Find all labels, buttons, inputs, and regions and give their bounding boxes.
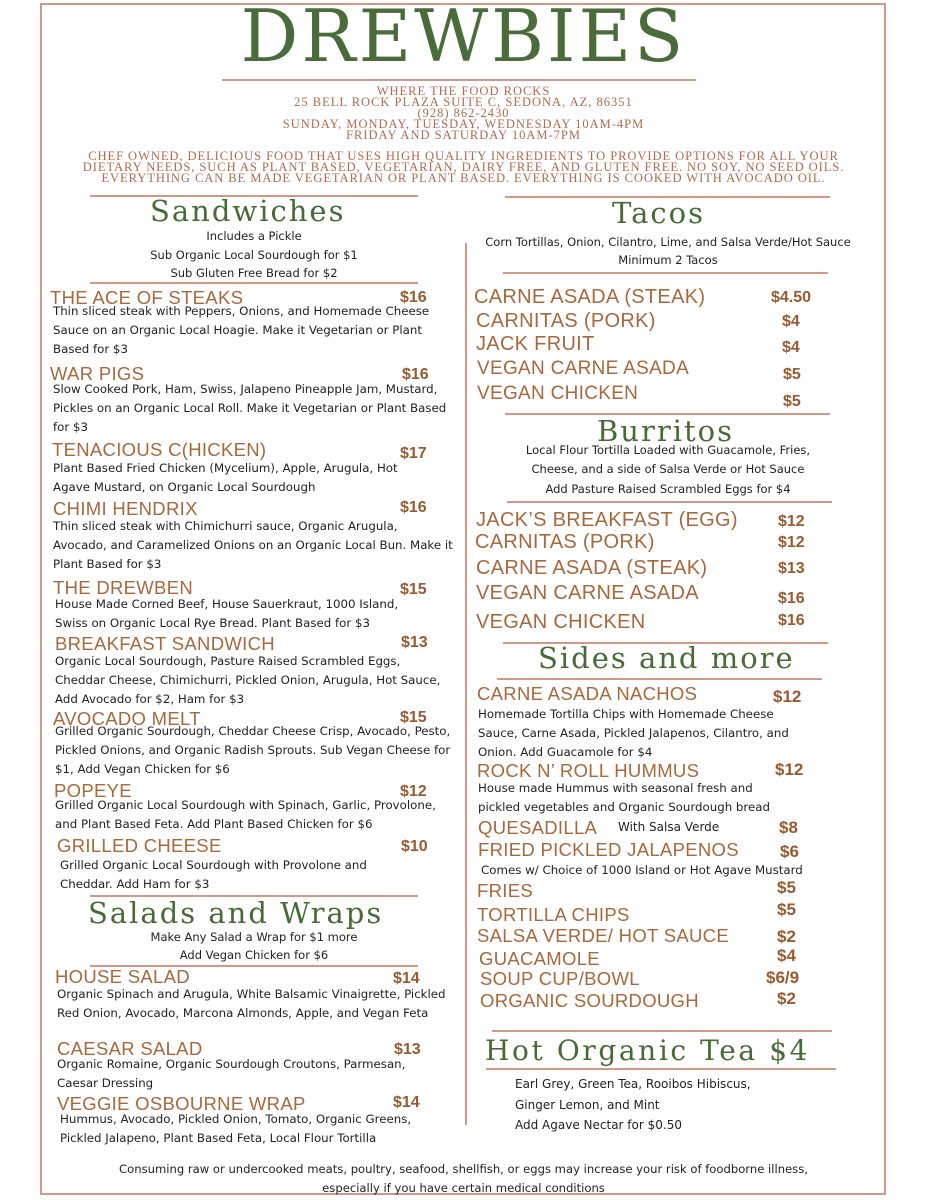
taco-price: $4.50	[771, 289, 812, 306]
menu-item-description: Plant Based Fried Chicken (Mycelium), Apple, Arugula, Hot Agave Mustard, on Organic Local Sourdough	[53, 461, 398, 494]
intro-line-3: EVERYTHING CAN BE MADE VEGETARIAN OR PLANT BASED. EVERYTHING IS COOKED WITH AVOCADO OIL.	[101, 171, 826, 185]
menu-item-price: $16	[402, 366, 429, 383]
menu-item-description: Organic Romaine, Organic Sourdough Croutons, Parmesan, Caesar Dressing	[57, 1057, 406, 1090]
burrito-price: $12	[778, 534, 805, 551]
menu-item-name: CAESAR SALAD	[57, 1038, 203, 1059]
side-name: QUESADILLA	[478, 817, 598, 838]
menu-item-description: Thin sliced steak with Chimichurri sauce, Organic Arugula, Avocado, and Caramelized Onions on an Organic Local Bun. Make it Plant Based for $3	[53, 519, 453, 571]
side-name: ROCK N’ ROLL HUMMUS	[477, 760, 700, 781]
burritos-bottom-rule	[507, 501, 832, 503]
food-safety-disclaimer: Consuming raw or undercooked meats, poultry, seafood, shellfish, or eggs may increase your risk of foodborne illness,	[119, 1162, 808, 1176]
menu-item-name: VEGGIE OSBOURNE WRAP	[57, 1093, 306, 1114]
menu-item-name: THE DREWBEN	[53, 577, 193, 598]
menu-item-price: $10	[401, 838, 428, 855]
side-price: $6	[780, 842, 799, 861]
tea-line: Ginger Lemon, and Mint	[515, 1098, 660, 1112]
menu-item-price: $17	[400, 445, 427, 462]
side-name: FRIED PICKLED JALAPENOS	[478, 839, 739, 860]
hours-weekend: FRIDAY AND SATURDAY 10AM-7PM	[346, 128, 581, 142]
side-price: $12	[773, 687, 802, 706]
burrito-name: VEGAN CARNE ASADA	[476, 582, 699, 604]
side-price: $12	[775, 760, 804, 779]
menu-item-name: THE ACE OF STEAKS	[50, 287, 244, 308]
tacos-note: Corn Tortillas, Onion, Cilantro, Lime, and Salsa Verde/Hot Sauce	[485, 235, 851, 249]
taco-name: CARNE ASADA (STEAK)	[474, 286, 706, 308]
intro-line-1: CHEF OWNED, DELICIOUS FOOD THAT USES HIGH QUALITY INGREDIENTS TO PROVIDE OPTIONS FOR ALL YOUR	[88, 149, 839, 163]
burrito-price: $12	[778, 513, 805, 530]
taco-price: $4	[782, 339, 800, 356]
side-name: FRIES	[477, 880, 533, 901]
menu-item-name: AVOCADO MELT	[53, 708, 201, 729]
tagline: WHERE THE FOOD ROCKS	[376, 84, 551, 98]
sandwiches-note: Sub Organic Local Sourdough for $1	[150, 248, 358, 262]
burritos-note: Cheese, and a side of Salsa Verde or Hot Sauce	[531, 462, 805, 476]
sandwiches-note: Sub Gluten Free Bread for $2	[170, 266, 338, 280]
taco-price: $4	[782, 313, 800, 330]
burrito-name: CARNE ASADA (STEAK)	[476, 557, 708, 579]
menu-item-name: POPEYE	[54, 780, 132, 801]
menu-item-description: Grilled Organic Sourdough, Cheddar Cheese Crisp, Avocado, Pesto, Pickled Onions, and Organic Radish Sprouts. Sub Vegan Cheese for $1, Add Vegan Chicken for $6	[55, 724, 451, 776]
menu-item-name: WAR PIGS	[50, 363, 145, 384]
menu-item-price: $16	[400, 499, 427, 516]
menu-item-price: $14	[393, 970, 420, 987]
hours-weekday: SUNDAY, MONDAY, TUESDAY, WEDNESDAY 10AM-4PM	[282, 117, 645, 131]
burrito-name: CARNITAS (PORK)	[475, 531, 655, 553]
sides-bottom-rule	[497, 678, 822, 680]
menu-item-name: GRILLED CHEESE	[57, 835, 222, 856]
menu-item-description: Organic Local Sourdough, Pasture Raised Scrambled Eggs, Cheddar Cheese, Chimichurri, Pickled Onion, Arugula, Hot Sauce, Add Avocado for $2, Ham for $3	[55, 654, 441, 706]
restaurant-name: DREWBIES	[240, 0, 687, 78]
menu-item-price: $12	[400, 783, 427, 800]
side-description: Comes w/ Choice of 1000 Island or Hot Agave Mustard	[481, 863, 803, 877]
menu-item-price: $15	[400, 581, 427, 598]
tea-bottom-rule	[486, 1068, 836, 1070]
sandwiches-title: Sandwiches	[150, 194, 346, 228]
burrito-price: $13	[778, 560, 805, 577]
title-underline	[222, 79, 696, 81]
food-safety-disclaimer: especially if you have certain medical conditions	[322, 1181, 605, 1195]
address: 25 BELL ROCK PLAZA SUITE C, SEDONA, AZ, 86351	[294, 95, 633, 109]
side-inline-note: With Salsa Verde	[618, 820, 720, 834]
side-price: $5	[777, 900, 796, 919]
side-price: $4	[777, 946, 796, 965]
sandwiches-bottom-rule	[90, 282, 418, 284]
menu-item-name: HOUSE SALAD	[55, 966, 190, 987]
menu-item-name: BREAKFAST SANDWICH	[55, 633, 275, 654]
side-price: $2	[777, 927, 796, 946]
menu-item-description: Grilled Organic Local Sourdough with Spinach, Garlic, Provolone, and Plant Based Feta. Add Plant Based Chicken for $6	[55, 798, 436, 831]
taco-name: VEGAN CHICKEN	[477, 383, 639, 404]
tea-line: Earl Grey, Green Tea, Rooibos Hibiscus,	[515, 1077, 751, 1091]
side-name: SOUP CUP/BOWL	[480, 968, 640, 989]
menu-item-description: Grilled Organic Local Sourdough with Provolone and Cheddar. Add Ham for $3	[60, 858, 367, 891]
sandwiches-note: Includes a Pickle	[206, 229, 302, 243]
burrito-name: JACK’S BREAKFAST (EGG)	[476, 509, 738, 531]
taco-name: VEGAN CARNE ASADA	[477, 358, 690, 379]
burrito-name: VEGAN CHICKEN	[476, 611, 646, 633]
burritos-note: Local Flour Tortilla Loaded with Guacamole, Fries,	[525, 443, 811, 457]
tea-line: Add Agave Nectar for $0.50	[515, 1118, 682, 1132]
side-description: Homemade Tortilla Chips with Homemade Cheese Sauce, Carne Asada, Pickled Jalapenos, Cilantro, and Onion. Add Guacamole for $4	[478, 707, 789, 759]
side-name: TORTILLA CHIPS	[477, 904, 630, 925]
side-name: ORGANIC SOURDOUGH	[480, 990, 699, 1011]
side-description: House made Hummus with seasonal fresh and pickled vegetables and Organic Sourdough bread	[478, 781, 770, 814]
burritos-title: Burritos	[597, 414, 734, 448]
side-name: SALSA VERDE/ HOT SAUCE	[477, 925, 729, 946]
tea-top-rule	[492, 1030, 832, 1032]
side-price: $6/9	[766, 968, 800, 987]
burrito-price: $16	[778, 590, 805, 607]
menu-item-description: Slow Cooked Pork, Ham, Swiss, Jalapeno Pineapple Jam, Mustard, Pickles on an Organic Local Roll. Make it Vegetarian or Plant Based for $3	[53, 382, 447, 434]
tea-title: Hot Organic Tea $4	[485, 1034, 811, 1067]
tacos-title: Tacos	[612, 196, 705, 230]
side-name: GUACAMOLE	[479, 948, 600, 969]
menu-item-name: CHIMI HENDRIX	[53, 498, 198, 519]
menu-item-price: $16	[400, 289, 427, 306]
menu-item-description: Thin sliced steak with Peppers, Onions, and Homemade Cheese Sauce on an Organic Local Hoagie. Make it Vegetarian or Plant Based for $3	[53, 304, 430, 356]
menu-item-price: $13	[401, 634, 428, 651]
tacos-note: Minimum 2 Tacos	[618, 253, 718, 267]
menu-item-description: Organic Spinach and Arugula, White Balsamic Vinaigrette, Pickled Red Onion, Avocado, Marcona Almonds, Apple, and Vegan Feta	[57, 987, 446, 1020]
intro-line-2: DIETARY NEEDS, SUCH AS PLANT BASED, VEGETARIAN, DAIRY FREE, AND GLUTEN FREE. NO SOY, NO SEED OILS.	[82, 160, 845, 174]
menu-item-price: $14	[393, 1094, 420, 1111]
column-divider	[465, 243, 467, 1125]
salads-note: Add Vegan Chicken for $6	[179, 948, 329, 962]
taco-name: CARNITAS (PORK)	[476, 310, 656, 332]
burrito-price: $16	[778, 612, 805, 629]
side-price: $5	[777, 878, 796, 897]
side-name: CARNE ASADA NACHOS	[477, 683, 698, 704]
side-price: $8	[779, 818, 798, 837]
taco-price: $5	[783, 393, 801, 410]
menu-item-price: $13	[394, 1041, 421, 1058]
taco-name: JACK FRUIT	[476, 333, 595, 355]
side-price: $2	[777, 989, 796, 1008]
menu-item-description: Hummus, Avocado, Pickled Onion, Tomato, Organic Greens, Pickled Jalapeno, Plant Based Feta, Local Flour Tortilla	[60, 1112, 412, 1145]
sides-title: Sides and more	[538, 641, 795, 675]
menu-item-name: TENACIOUS C(HICKEN)	[52, 439, 267, 460]
salads-note: Make Any Salad a Wrap for $1 more	[150, 930, 358, 944]
menu-item-description: House Made Corned Beef, House Sauerkraut, 1000 Island, Swiss on Organic Local Rye Bread. Plant Based for $3	[55, 597, 399, 630]
taco-price: $5	[783, 366, 801, 383]
burritos-note: Add Pasture Raised Scrambled Eggs for $4	[545, 482, 791, 496]
phone: (928) 862-2430	[417, 106, 510, 120]
tacos-bottom-rule	[503, 272, 828, 274]
salads-title: Salads and Wraps	[88, 896, 384, 930]
menu-item-price: $15	[400, 709, 427, 726]
